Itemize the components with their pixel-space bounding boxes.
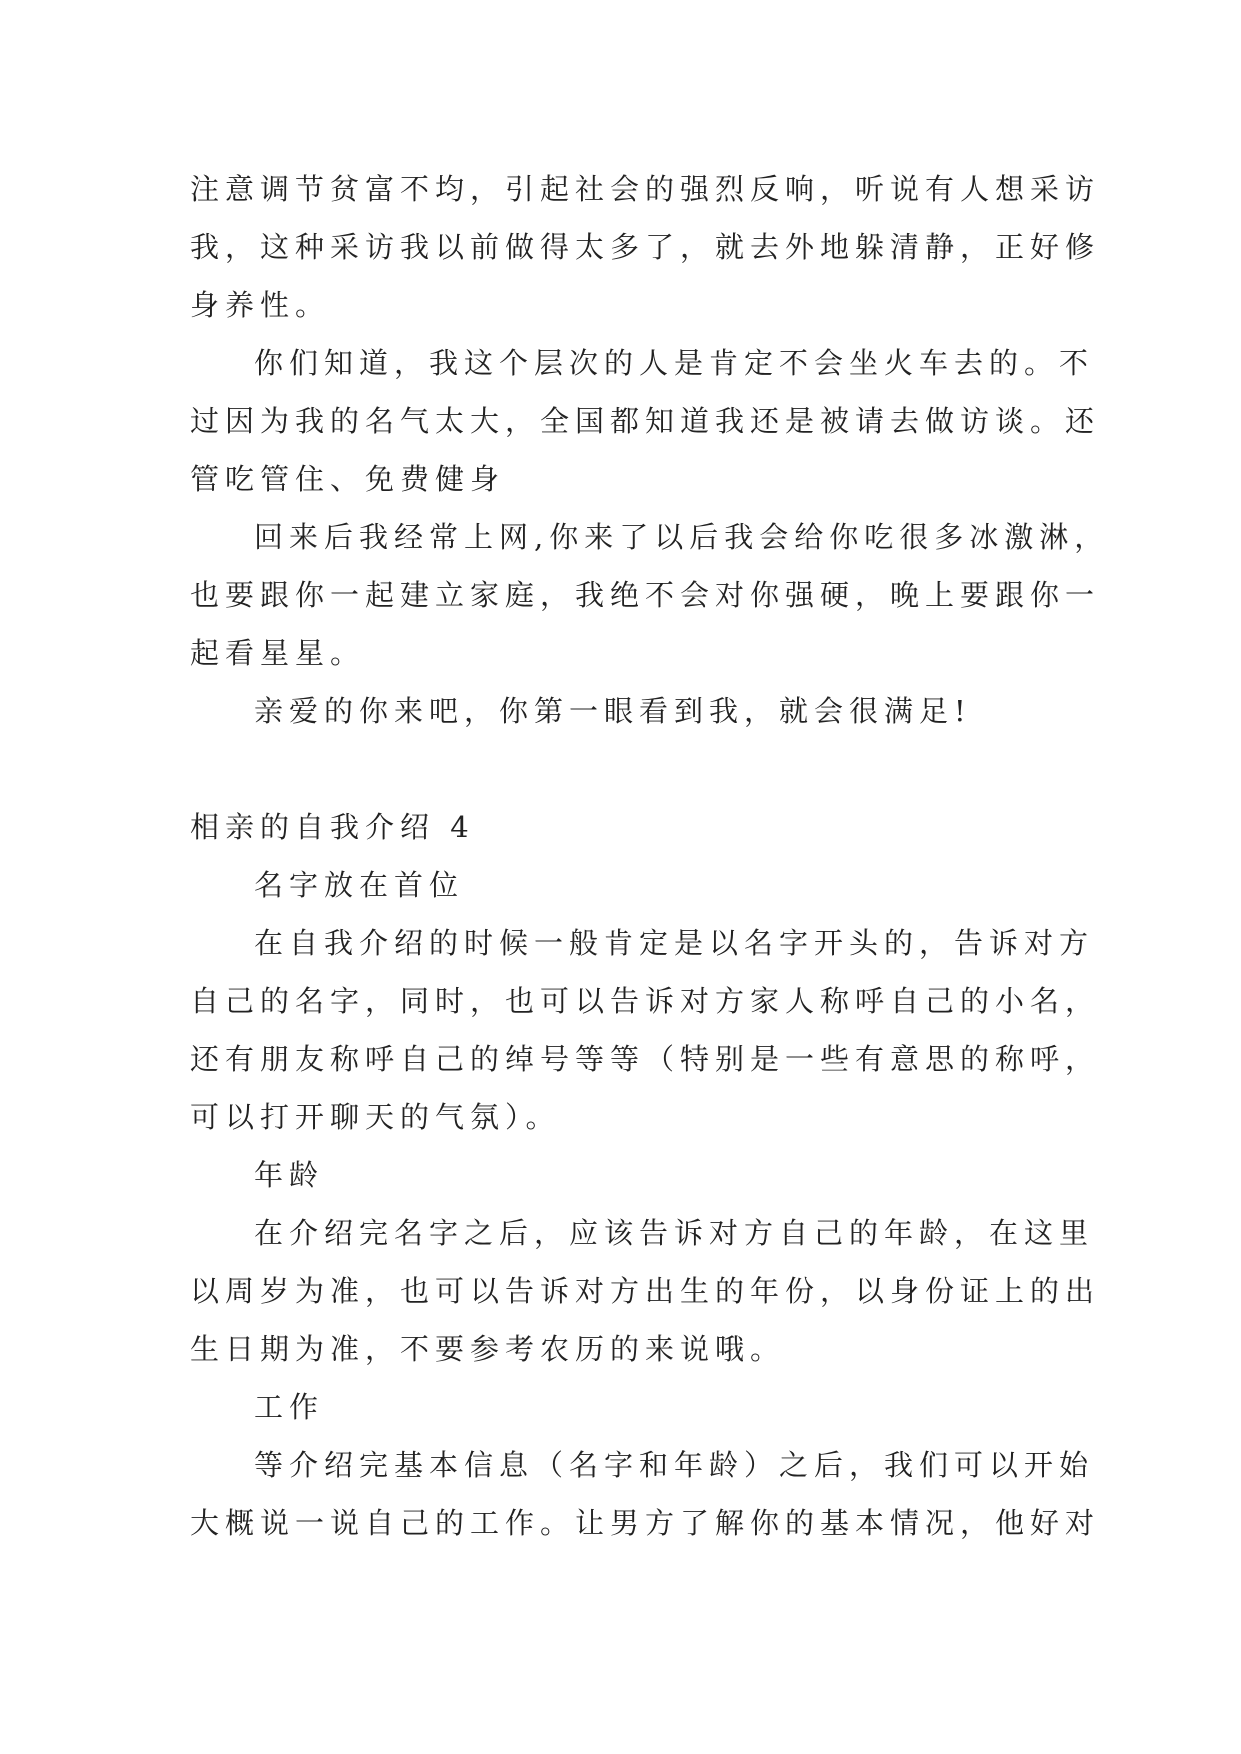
section-gap xyxy=(190,740,1070,798)
document-body xyxy=(190,160,1110,1552)
subheading xyxy=(190,1146,1070,1204)
paragraph xyxy=(190,1436,1101,1552)
text-line: 自己的名字，同时，也可以告诉对方家人称呼自己的小名， xyxy=(190,984,1101,1018)
paragraph xyxy=(190,914,1101,1146)
text-line: 等介绍完基本信息（名字和年龄）之后，我们可以开始 xyxy=(254,1448,1095,1482)
paragraph xyxy=(190,334,1101,508)
text-line: 管吃管住、免费健身 xyxy=(190,462,506,496)
section-title: 相亲的自我介绍 4 xyxy=(190,810,475,844)
text-line: 工作 xyxy=(254,1390,325,1424)
text-line: 年龄 xyxy=(254,1158,325,1192)
paragraph xyxy=(190,508,1110,682)
text-line: 身养性。 xyxy=(190,288,331,322)
text-line: 大概说一说自己的工作。让男方了解你的基本情况，他好对 xyxy=(190,1506,1101,1540)
text-line: 你们知道，我这个层次的人是肯定不会坐火车去的。不 xyxy=(254,346,1095,380)
text-line: 注意调节贫富不均，引起社会的强烈反响，听说有人想采访 xyxy=(190,172,1101,206)
text-line: 可以打开聊天的气氛）。 xyxy=(190,1100,561,1134)
text-line: 以周岁为准，也可以告诉对方出生的年份，以身份证上的出 xyxy=(190,1274,1101,1308)
text-line: 在介绍完名字之后，应该告诉对方自己的年龄，在这里 xyxy=(254,1216,1095,1250)
text-line: 起看星星。 xyxy=(190,636,366,670)
text-line: 生日期为准，不要参考农历的来说哦。 xyxy=(190,1332,786,1366)
text-line: 还有朋友称呼自己的绰号等等（特别是一些有意思的称呼， xyxy=(190,1042,1101,1076)
text-line: 回来后我经常上网,你来了以后我会给你吃很多冰激淋， xyxy=(254,520,1110,554)
text-line: 也要跟你一起建立家庭，我绝不会对你强硬，晚上要跟你一 xyxy=(190,578,1101,612)
text-line: 名字放在首位 xyxy=(254,868,465,902)
text-line: 在自我介绍的时候一般肯定是以名字开头的，告诉对方 xyxy=(254,926,1095,960)
subheading xyxy=(190,1378,1070,1436)
subheading xyxy=(190,856,1070,914)
paragraph xyxy=(190,160,1101,334)
text-line: 过因为我的名气太大，全国都知道我还是被请去做访谈。还 xyxy=(190,404,1101,438)
text-line: 亲爱的你来吧，你第一眼看到我，就会很满足! xyxy=(254,694,972,728)
paragraph xyxy=(190,1204,1101,1378)
paragraph xyxy=(190,682,1070,740)
text-line: 我，这种采访我以前做得太多了，就去外地躲清静，正好修 xyxy=(190,230,1101,264)
